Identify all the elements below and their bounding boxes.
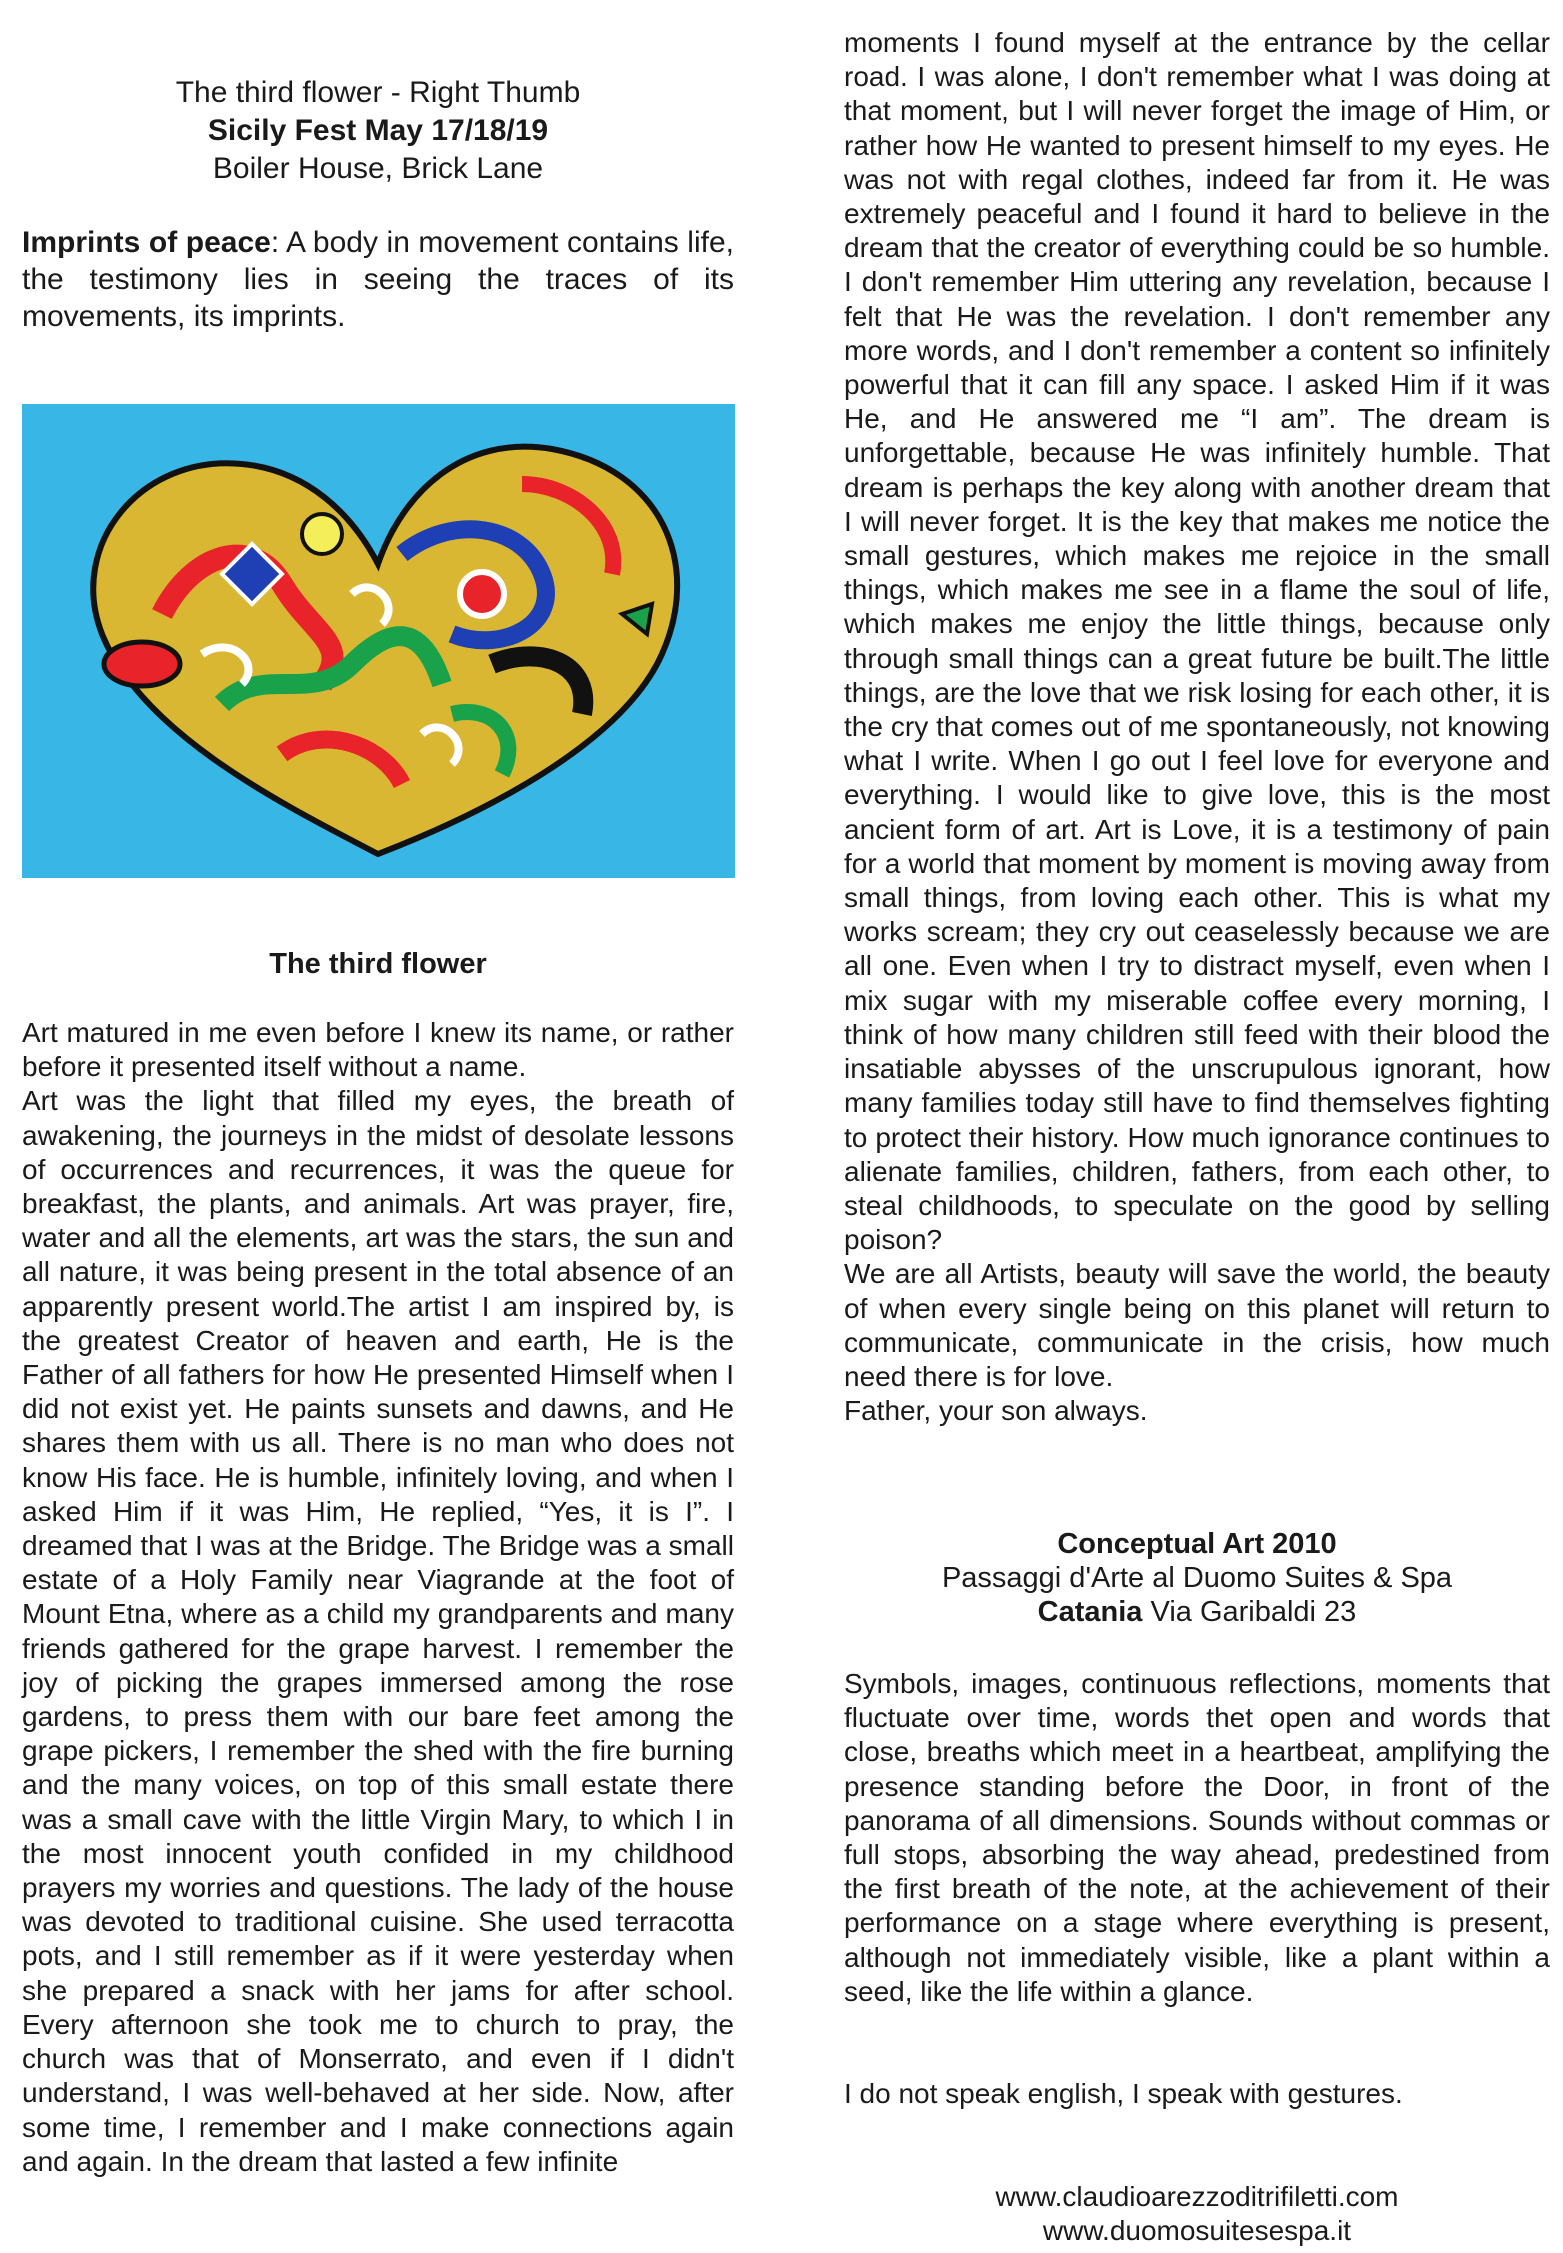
website-links xyxy=(844,2180,1550,2248)
right-paragraph-1: moments I found myself at the entrance by the cellar road. I was alone, I don't remember what I was doing at that moment, but I will never forget the image of Him, or rather how He wanted to present himself to my eyes. He was not with regal clothes, indeed far from it. He was extremely peaceful and I found it hard to believe in the dream that the creator of everything could be so humble. I don't remember Him uttering any revelation, because I felt that He was the revelation. I don't remember any more words, and I don't remember a content so infinitely powerful that it can fill any space. I asked Him if it was He, and He answered me “I am”. The dream is unforgettable, because He was infinitely humble. That dream is perhaps the key along with another dream that I will never forget. It is the key that makes me notice the small gestures, which makes me rejoice in the small things, which makes me see in a flame the soul of life, which makes me enjoy the little things, because only through small things can a great future be built.The little things, are the love that we risk losing for each other, it is the cry that comes out of me spontaneously, not knowing what I write. When I go out I feel love for everyone and everything. I would like to give love, this is the most ancient form of art. Art is Love, it is a testimony of pain for a world that moment by moment is moving away from small things, from loving each other. This is what my works scream; they cry out ceaselessly because we are all one. Even when I try to distract myself, even when I mix sugar with my miserable coffee every morning, I think of how many children still feed with their blood the insatiable abysses of the unscrupulous ignorant, how many families today still have to find themselves fighting to protect their history. How much ignorance continues to alienate families, children, fathers, from each other, to steal childhoods, to speculate on the good by selling poison? xyxy=(844,27,1550,1256)
conceptual-art-venue: Passaggi d'Arte al Duomo Suites & Spa xyxy=(941,1562,1453,1594)
heart-artwork xyxy=(22,404,735,878)
intro-heading: Imprints of peace xyxy=(22,226,271,259)
conceptual-art-header xyxy=(844,1527,1550,1629)
left-paragraph-1: Art matured in me even before I knew its name, or rather before it presented itself without a name. xyxy=(22,1017,734,1083)
conceptual-art-address-line xyxy=(844,1595,1550,1629)
section-title: The third flower xyxy=(269,948,487,980)
event-header xyxy=(22,74,734,188)
event-title: Sicily Fest May 17/18/19 xyxy=(207,114,549,147)
closing-note: I do not speak english, I speak with gestures. xyxy=(844,2078,1403,2109)
intro-text: : A body in movement contains life, the testimony lies in seeing the traces of its movements, its imprints. xyxy=(22,226,734,333)
heart-painting-image xyxy=(22,404,735,878)
right-paragraph-2: We are all Artists, beauty will save the world, the beauty of when every single being on this planet will return to communicate, communicate in the crisis, how much need there is for love. xyxy=(844,1258,1550,1392)
left-paragraph-2: Art was the light that filled my eyes, the breath of awakening, the journeys in the midst of desolate lessons of occurrences and recurrences, it was the queue for breakfast, the plants, and animals. Art was prayer, fire, water and all the elements, art was the stars, the sun and all nature, it was being present in the total absence of an apparently present world.The artist I am inspired by, is the greatest Creator of heaven and earth, He is the Father of all fathers for how He presented Himself when I did not exist yet. He paints sunsets and dawns, and He shares them with us all. There is no man who does not know His face. He is humble, infinitely loving, and when I asked Him if it was Him, He replied, “Yes, it is I”. I dreamed that I was at the Bridge. The Bridge was a small estate of a Holy Family near Viagrande at the foot of Mount Etna, where as a child my grandparents and many friends gathered for the grape harvest. I remember the joy of picking the grapes immersed among the rose gardens, to press them with our bare feet among the grape pickers, I remember the shed with the fire burning and the many voices, on top of this small estate there was a small cave with the little Virgin Mary, to which I in the most innocent youth confided in my childhood prayers my worries and questions. The lady of the house was devoted to traditional cuisine. She used terracotta pots, and I still remember as if it were yesterday when she prepared a snack with her jams for after school. Every afternoon she took me to church to pray, the church was that of Monserrato, and even if I didn't understand, I was well-behaved at her side. Now, after some time, I remember and I make connections again and again. In the dream that lasted a few infinite xyxy=(22,1085,734,2177)
conceptual-art-text xyxy=(844,1667,1550,2009)
conceptual-art-city: Catania xyxy=(1037,1596,1143,1628)
right-paragraph-3: Father, your son always. xyxy=(844,1395,1148,1427)
right-column-text xyxy=(844,26,1550,1428)
conceptual-art-address: Via Garibaldi 23 xyxy=(1142,1596,1357,1628)
left-column-text xyxy=(22,1016,734,2179)
conceptual-art-title: Conceptual Art 2010 xyxy=(1057,1528,1337,1560)
event-venue: Boiler House, Brick Lane xyxy=(212,152,544,185)
conceptual-paragraph: Symbols, images, continuous reflections, moments that fluctuate over time, words thet open and words that close, breaths which meet in a heartbeat, amplifying the presence standing before the Door, in front of the panorama of all dimensions. Sounds without commas or full stops, absorbing the way ahead, predestined from the first breath of the note, at the achievement of their performance on a stage where everything is present, although not immediately visible, like a plant within a seed, like the life within a glance. xyxy=(844,1668,1550,2007)
website-url-1[interactable]: www.claudioarezzoditrifiletti.com xyxy=(995,2181,1399,2212)
intro-paragraph xyxy=(22,224,734,335)
website-url-2[interactable]: www.duomosuitesespa.it xyxy=(1042,2215,1352,2246)
event-subtitle: The third flower - Right Thumb xyxy=(175,76,581,109)
